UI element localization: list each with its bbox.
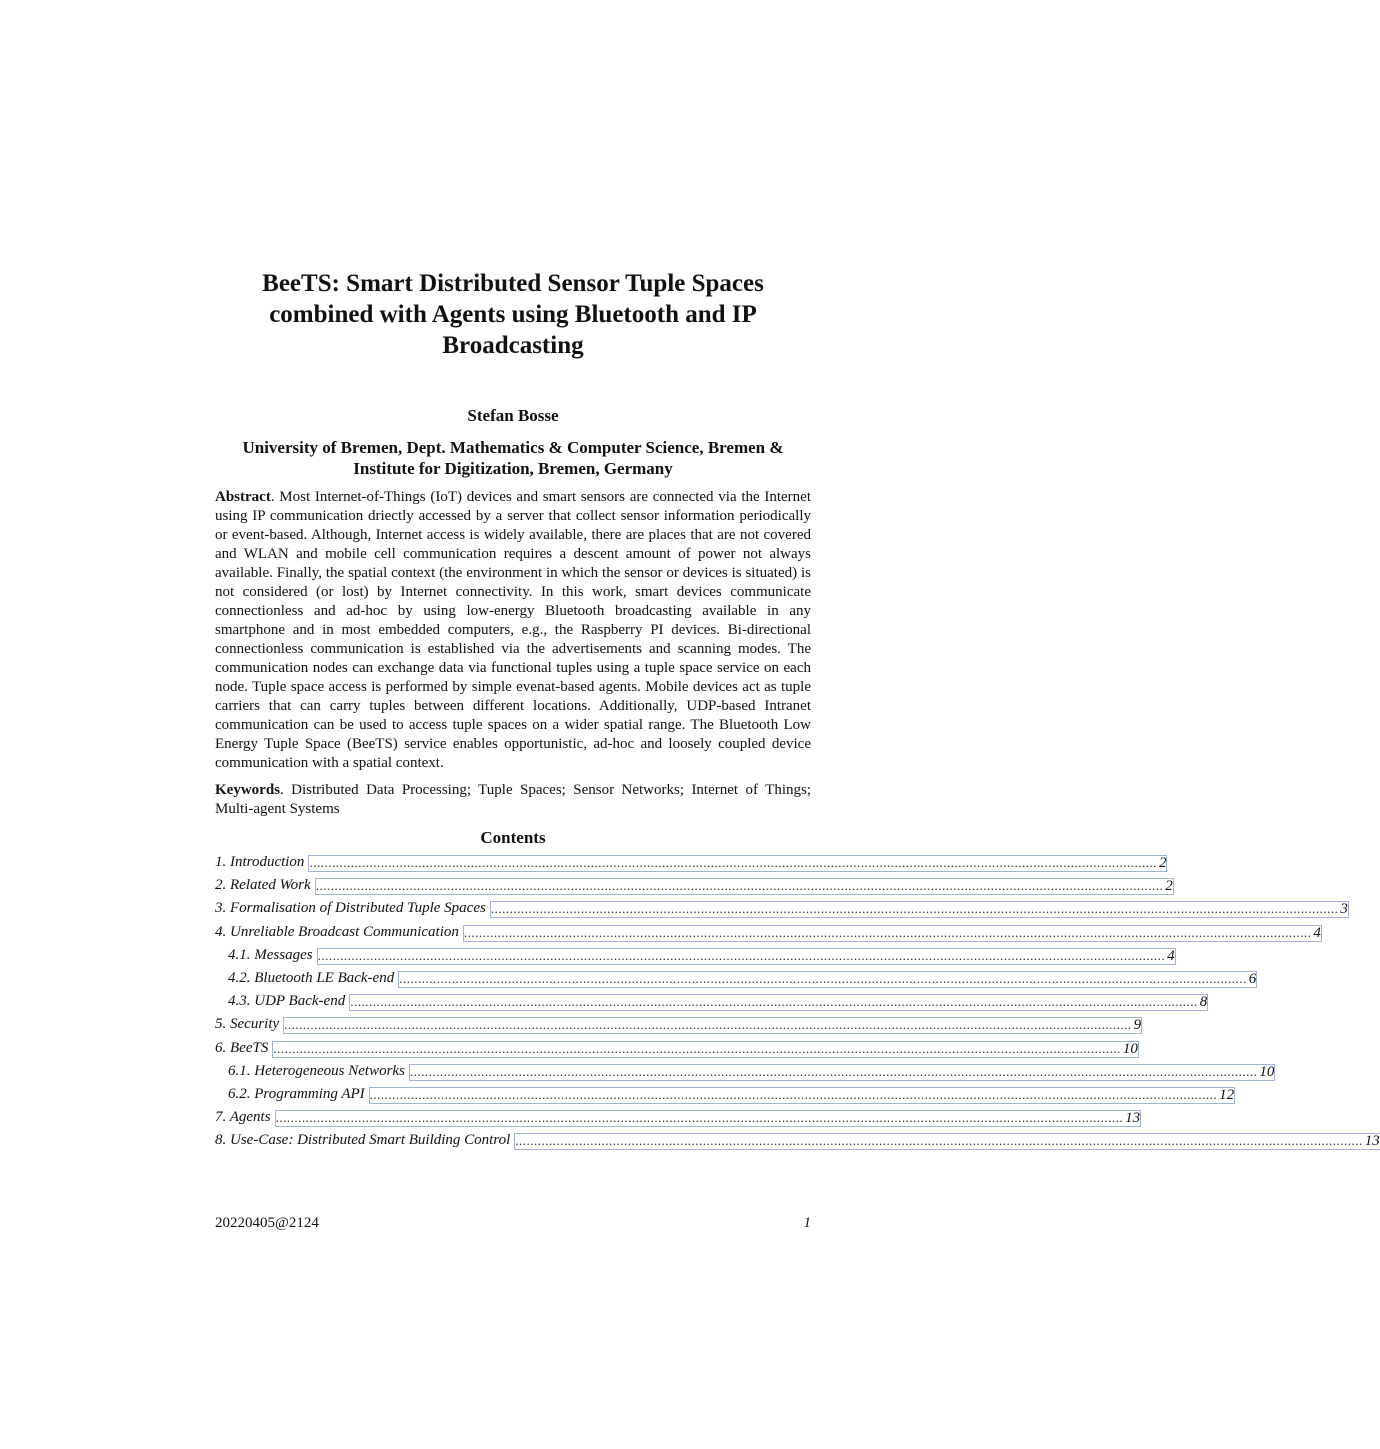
toc-entry-page[interactable]: 12: [1219, 1086, 1235, 1103]
toc-entry-link[interactable]: [284, 1018, 1141, 1033]
toc-entry-label[interactable]: 5. Security: [215, 1016, 280, 1033]
abstract: [215, 488, 811, 773]
toc-entry-link[interactable]: [318, 949, 1175, 964]
toc-entry-page[interactable]: 13: [1364, 1133, 1380, 1150]
toc-entry-page[interactable]: 6: [1248, 970, 1257, 987]
abstract-text: . Most Internet-of-Things (IoT) devices and smart sensors are connected via the Internet using IP communication driectly accessed by a server that collect sensor information periodically or event-based. Although, Internet access is widely available, there are places that are not covered and WLAN and mobile cell communication requires a descent amount of power not always available. Finally, the spatial context (the environment in which the sensor or devices is situated) is not considered (or lost) by Internet connectivity. In this work, smart devices communicate connectionless and ad-hoc by using low-energy Bluetooth broadcasting available in any smartphone and in most embedded computers, e.g., the Raspberry PI devices. Bi-directional connectionless communication is established via the advertisements and scanning modes. The communication nodes can exchange data via functional tuples using a tuple space service on each node. Tuple space access is performed by simple evenat-based agents. Mobile devices act as tuple carriers that can carry tuples between different locations. Additionally, UDP-based Intranet communication can be used to access tuple spaces on a wider spatial range. The Bluetooth Low Energy Tuple Space (BeeTS) service enables opportunistic, ad-hoc and loosely coupled device communication with a spatial context.: [215, 489, 811, 771]
toc-entry[interactable]: [215, 1014, 1142, 1037]
toc-entry-label[interactable]: 3. Formalisation of Distributed Tuple Spaces: [215, 900, 486, 917]
toc-entry[interactable]: [215, 875, 1173, 898]
toc-dot-leader: [316, 879, 1164, 893]
toc-entry-link[interactable]: [464, 926, 1321, 941]
toc-entry[interactable]: [215, 898, 1348, 921]
toc-entry-link[interactable]: [370, 1088, 1235, 1103]
title-line-2: combined with Agents using Bluetooth and IP: [269, 301, 757, 328]
toc-dot-leader: [350, 995, 1198, 1009]
toc-dot-leader: [370, 1088, 1218, 1102]
toc-dot-leader: [318, 949, 1166, 963]
toc-dot-leader: [399, 972, 1247, 986]
toc-entry-link[interactable]: [515, 1134, 1380, 1149]
toc-entry[interactable]: [215, 1038, 1138, 1061]
toc-entry-page[interactable]: 4: [1167, 947, 1175, 964]
keywords-text: . Distributed Data Processing; Tuple Spaces; Sensor Networks; Internet of Things; Multi-agent Systems: [215, 782, 811, 817]
toc-entry-label[interactable]: 2. Related Work: [215, 877, 311, 894]
toc-entry[interactable]: [215, 945, 1175, 968]
toc-entry-link[interactable]: [316, 879, 1173, 894]
affiliation-line-2: Institute for Digitization, Bremen, Germany: [353, 459, 673, 478]
page-number: 1: [803, 1215, 811, 1231]
paper-page: [215, 0, 1380, 1449]
affiliation-line-1: University of Bremen, Dept. Mathematics & Computer Science, Bremen &: [242, 438, 784, 457]
toc-entry[interactable]: [215, 991, 1208, 1014]
toc-entry-link[interactable]: [276, 1111, 1141, 1126]
keywords: [215, 781, 811, 819]
keywords-label: Keywords: [215, 782, 280, 798]
toc-entry-page[interactable]: 8: [1199, 994, 1208, 1011]
abstract-label: Abstract: [215, 489, 271, 505]
toc-entry-label[interactable]: 7. Agents: [215, 1109, 271, 1126]
toc-entry-page[interactable]: 10: [1122, 1040, 1138, 1057]
toc-entry-page[interactable]: 13: [1125, 1110, 1141, 1127]
toc-entry-label[interactable]: 4.1. Messages: [228, 946, 313, 963]
footer-stamp: 20220405@2124: [215, 1215, 319, 1231]
title-line-1: BeeTS: Smart Distributed Sensor Tuple Spaces: [262, 270, 764, 297]
toc-entry-label[interactable]: 6.1. Heterogeneous Networks: [228, 1062, 405, 1079]
toc-dot-leader: [464, 926, 1312, 940]
author-affiliation: [215, 437, 811, 479]
toc-entry-label[interactable]: 1. Introduction: [215, 854, 305, 870]
toc-entry[interactable]: [215, 968, 1257, 991]
toc-dot-leader: [491, 902, 1339, 916]
toc-entry-page[interactable]: 9: [1133, 1017, 1142, 1034]
toc-entry[interactable]: [215, 1130, 1380, 1153]
toc-dot-leader: [410, 1065, 1258, 1079]
toc-entry-label[interactable]: 4. Unreliable Broadcast Communication: [215, 923, 459, 940]
toc-entry-label[interactable]: 6.2. Programming API: [228, 1085, 365, 1102]
toc-entry-page[interactable]: 4: [1313, 924, 1321, 941]
toc-entry-label[interactable]: 4.3. UDP Back-end: [228, 993, 346, 1010]
page-footer: [215, 1213, 811, 1233]
toc-dot-leader: [276, 1111, 1124, 1125]
toc-dot-leader: [309, 856, 1157, 870]
toc-entry-link[interactable]: [350, 995, 1207, 1010]
author-name: Stefan Bosse: [467, 406, 559, 425]
toc-entry-page[interactable]: 3: [1340, 901, 1348, 918]
toc-entry-link[interactable]: [399, 972, 1256, 987]
toc-entry-label[interactable]: 4.2. Bluetooth LE Back-end: [228, 969, 395, 986]
toc-entry-label[interactable]: 8. Use-Case: Distributed Smart Building Control: [215, 1132, 511, 1149]
toc-entry[interactable]: [215, 1084, 1235, 1107]
toc-entry-link[interactable]: [491, 902, 1348, 917]
toc-entry[interactable]: [215, 1107, 1141, 1130]
toc-entry-link[interactable]: [309, 856, 1166, 871]
toc-entry[interactable]: [215, 922, 1321, 945]
toc-entry-link[interactable]: [410, 1065, 1275, 1080]
toc-dot-leader: [284, 1018, 1132, 1032]
toc-entry[interactable]: [215, 852, 1167, 875]
title-line-3: Broadcasting: [442, 332, 584, 359]
table-of-contents: [215, 852, 1380, 1153]
toc-dot-leader: [515, 1134, 1363, 1148]
toc-entry-link[interactable]: [273, 1042, 1138, 1057]
toc-entry-label[interactable]: 6. BeeTS: [215, 1039, 269, 1056]
toc-dot-leader: [273, 1042, 1121, 1056]
toc-entry-page[interactable]: 10: [1259, 1063, 1275, 1080]
toc-entry-page[interactable]: 2: [1158, 855, 1167, 871]
toc-entry-page[interactable]: 2: [1165, 878, 1173, 895]
toc-entry[interactable]: [215, 1061, 1275, 1084]
paper-title: [215, 268, 811, 361]
contents-heading: Contents: [480, 828, 546, 847]
